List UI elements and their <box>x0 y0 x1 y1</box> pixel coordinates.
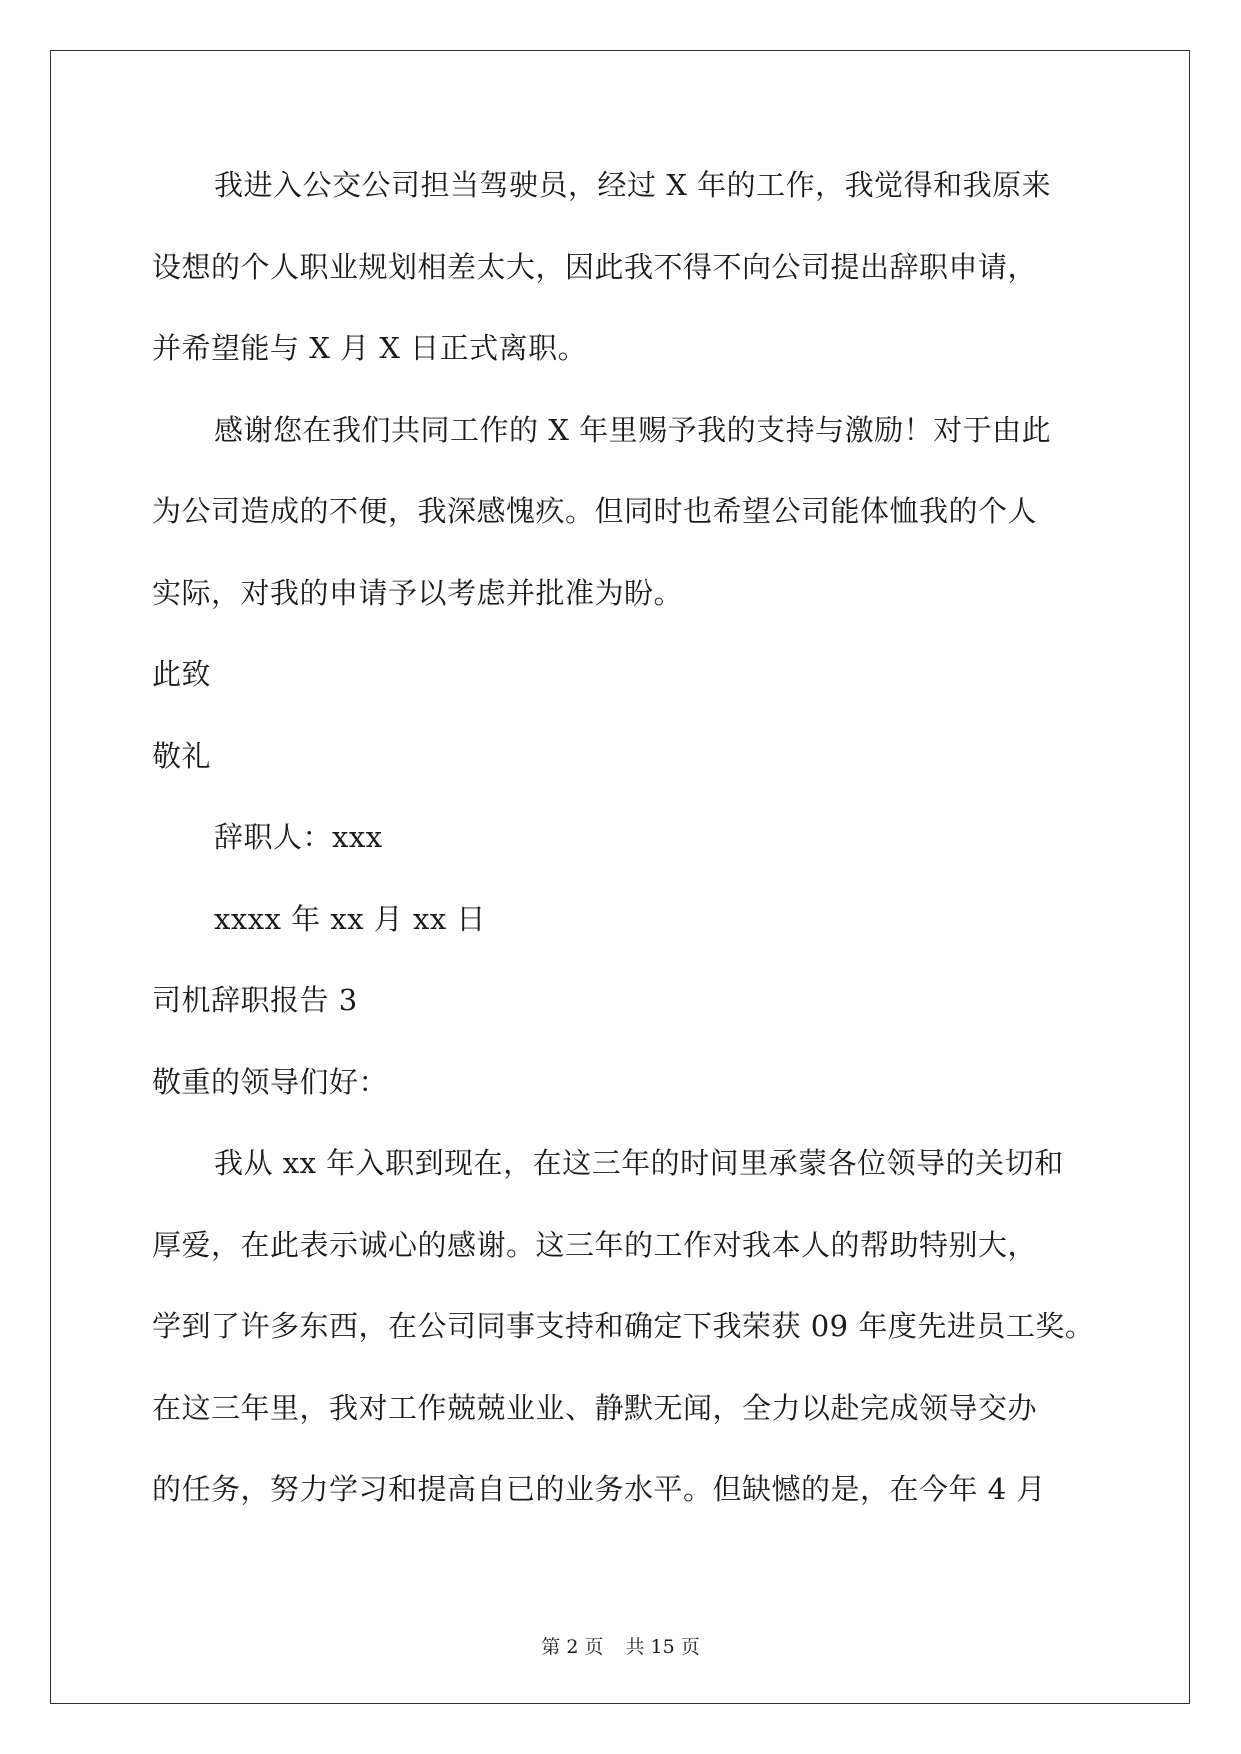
section-title: 司机辞职报告 3 <box>152 983 358 1017</box>
paragraph-line: 设想的个人职业规划相差太大，因此我不得不向公司提出辞职申请， <box>152 249 1038 284</box>
date-line: xxxx 年 xx 月 xx 日 <box>214 901 486 936</box>
paragraph-line: 厚爱，在此表示诚心的感谢。这三年的工作对我本人的帮助特别大， <box>152 1227 1038 1262</box>
page-footer <box>0 1632 1241 1659</box>
paragraph-line: 并希望能与 X 月 X 日正式离职。 <box>152 331 588 365</box>
signature-line: 辞职人：xxx <box>214 820 383 854</box>
paragraph-line: 感谢您在我们共同工作的 X 年里赐予我的支持与激励！对于由此 <box>214 412 1052 447</box>
page-number: 第 2 页 <box>541 1636 604 1658</box>
paragraph-line: 的任务，努力学习和提高自已的业务水平。但缺憾的是，在今年 4 月 <box>152 1472 1046 1506</box>
paragraph-line: 在这三年里，我对工作兢兢业业、静默无闻，全力以赴完成领导交办 <box>152 1390 1038 1425</box>
paragraph-line: 我进入公交公司担当驾驶员，经过 X 年的工作，我觉得和我原来 <box>214 168 1052 202</box>
salutation-line: 此致 <box>152 657 212 691</box>
paragraph-line: 我从 xx 年入职到现在，在这三年的时间里承蒙各位领导的关切和 <box>214 1146 1064 1180</box>
paragraph-line: 实际，对我的申请予以考虑并批准为盼。 <box>152 575 684 610</box>
page-total: 共 15 页 <box>625 1636 700 1658</box>
paragraph-line: 学到了许多东西，在公司同事支持和确定下我荣获 09 年度先进员工奖。 <box>152 1309 1095 1343</box>
document-body <box>152 165 1095 1551</box>
greeting-line: 敬重的领导们好： <box>152 1064 389 1099</box>
paragraph-line: 为公司造成的不便，我深感愧疚。但同时也希望公司能体恤我的个人 <box>152 494 1038 528</box>
salutation-line: 敬礼 <box>152 738 212 773</box>
